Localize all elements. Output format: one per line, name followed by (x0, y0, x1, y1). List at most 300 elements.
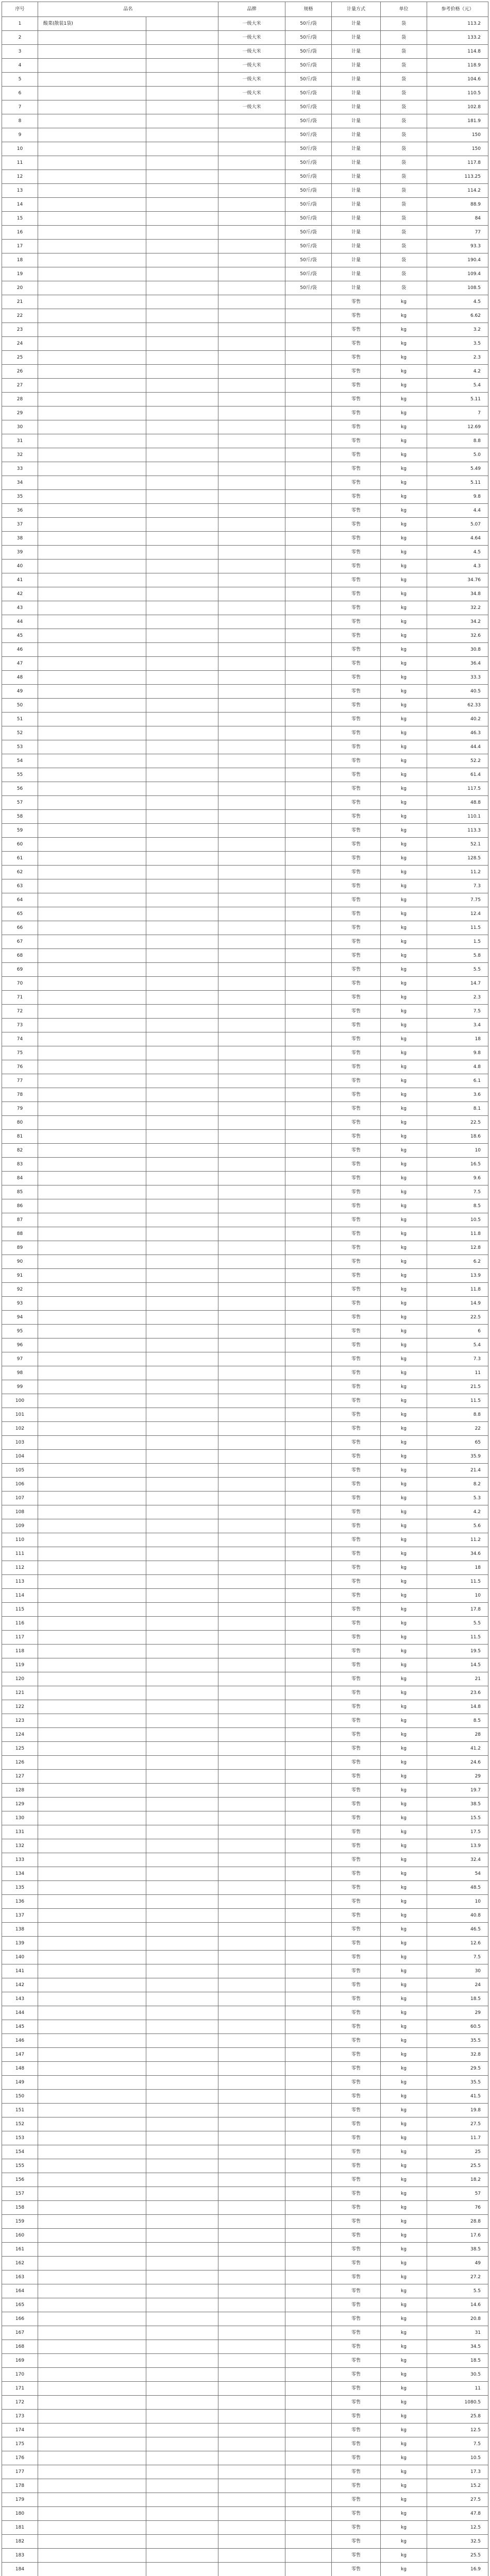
cell-price: 29 (427, 1770, 488, 1784)
cell-name (38, 2382, 146, 2396)
cell-unit: kg (381, 2354, 427, 2368)
cell-unit: kg (381, 1714, 427, 1728)
cell-unit: kg (381, 1881, 427, 1895)
cell-unit: 袋 (381, 226, 427, 240)
table-row (2, 671, 488, 685)
cell-index: 39 (2, 546, 38, 560)
cell-measure: 零售 (332, 657, 381, 671)
cell-name (38, 2284, 146, 2298)
cell-name (38, 2062, 146, 2076)
cell-price: 27.5 (427, 2493, 488, 2507)
cell-brand (218, 448, 285, 462)
cell-spec (285, 1450, 332, 1464)
cell-index: 131 (2, 1825, 38, 1839)
cell-brand (218, 657, 285, 671)
cell-unit: kg (381, 1394, 427, 1408)
cell-name (38, 1714, 146, 1728)
cell-unit: 袋 (381, 114, 427, 128)
cell-name-extra (146, 2243, 218, 2257)
cell-unit: kg (381, 671, 427, 685)
cell-spec (285, 1408, 332, 1422)
cell-measure: 零售 (332, 1951, 381, 1964)
cell-name (38, 337, 146, 351)
cell-name (38, 490, 146, 504)
cell-index: 157 (2, 2187, 38, 2201)
cell-brand (218, 1728, 285, 1742)
cell-brand (218, 768, 285, 782)
table-row (2, 2479, 488, 2493)
cell-name-extra (146, 657, 218, 671)
cell-spec (285, 977, 332, 991)
cell-spec (285, 1811, 332, 1825)
cell-name-extra (146, 1686, 218, 1700)
cell-spec (285, 2117, 332, 2131)
cell-unit: kg (381, 1019, 427, 1032)
table-row (2, 184, 488, 198)
cell-name (38, 406, 146, 420)
cell-name (38, 59, 146, 73)
table-row (2, 462, 488, 476)
cell-unit: kg (381, 893, 427, 907)
cell-brand (218, 824, 285, 838)
cell-spec (285, 309, 332, 323)
cell-measure: 零售 (332, 1672, 381, 1686)
cell-name-extra (146, 852, 218, 866)
cell-unit: 袋 (381, 100, 427, 114)
cell-price: 113.3 (427, 824, 488, 838)
cell-unit: kg (381, 838, 427, 852)
cell-name-extra (146, 1645, 218, 1658)
cell-brand (218, 1255, 285, 1269)
cell-name-extra (146, 365, 218, 379)
table-row (2, 240, 488, 253)
cell-unit: kg (381, 393, 427, 406)
cell-name-extra (146, 1046, 218, 1060)
cell-name (38, 1881, 146, 1895)
cell-index: 96 (2, 1338, 38, 1352)
cell-price: 110.5 (427, 87, 488, 100)
cell-name-extra (146, 754, 218, 768)
cell-name (38, 1172, 146, 1185)
cell-spec (285, 476, 332, 490)
cell-price: 25 (427, 2145, 488, 2159)
cell-name-extra (146, 1158, 218, 1172)
cell-spec (285, 2062, 332, 2076)
cell-brand (218, 782, 285, 796)
cell-index: 150 (2, 2090, 38, 2104)
cell-index: 155 (2, 2159, 38, 2173)
cell-measure: 零售 (332, 462, 381, 476)
cell-unit: kg (381, 2020, 427, 2034)
cell-index: 142 (2, 1978, 38, 1992)
cell-name-extra (146, 1394, 218, 1408)
cell-unit: kg (381, 1116, 427, 1130)
cell-spec (285, 1770, 332, 1784)
cell-index: 71 (2, 991, 38, 1005)
table-row (2, 1394, 488, 1408)
cell-name (38, 1158, 146, 1172)
cell-price: 12.5 (427, 2521, 488, 2535)
cell-index: 81 (2, 1130, 38, 1144)
table-row (2, 1227, 488, 1241)
cell-price: 8.2 (427, 1478, 488, 1492)
table-row (2, 1784, 488, 1798)
cell-unit: kg (381, 1269, 427, 1283)
cell-name-extra (146, 1770, 218, 1784)
cell-spec (285, 1978, 332, 1992)
cell-unit: kg (381, 1130, 427, 1144)
cell-measure: 计量 (332, 226, 381, 240)
cell-index: 4 (2, 59, 38, 73)
cell-unit: kg (381, 1589, 427, 1603)
cell-name-extra (146, 1533, 218, 1547)
cell-price: 3.4 (427, 1019, 488, 1032)
cell-index: 87 (2, 1213, 38, 1227)
cell-name-extra (146, 1019, 218, 1032)
cell-name (38, 434, 146, 448)
cell-name-extra (146, 281, 218, 295)
cell-spec (285, 2312, 332, 2326)
table-row (2, 1019, 488, 1032)
cell-name-extra (146, 1617, 218, 1631)
cell-price: 40.8 (427, 1909, 488, 1923)
table-body (2, 17, 488, 2576)
cell-index: 144 (2, 2006, 38, 2020)
cell-name (38, 1742, 146, 1756)
cell-measure: 零售 (332, 587, 381, 601)
cell-measure: 零售 (332, 1784, 381, 1798)
cell-price: 8.8 (427, 1408, 488, 1422)
cell-name (38, 601, 146, 615)
cell-measure: 零售 (332, 1074, 381, 1088)
cell-price: 6 (427, 1325, 488, 1338)
cell-measure: 零售 (332, 504, 381, 518)
cell-price: 109.4 (427, 267, 488, 281)
cell-measure: 零售 (332, 1172, 381, 1185)
cell-price: 57 (427, 2187, 488, 2201)
cell-brand (218, 991, 285, 1005)
cell-index: 165 (2, 2298, 38, 2312)
table-row (2, 1338, 488, 1352)
cell-index: 69 (2, 963, 38, 977)
cell-name-extra (146, 1978, 218, 1992)
cell-name-extra (146, 2062, 218, 2076)
cell-name (38, 1422, 146, 1436)
cell-index: 184 (2, 2563, 38, 2576)
cell-name-extra (146, 866, 218, 879)
table-row (2, 253, 488, 267)
cell-measure: 零售 (332, 1478, 381, 1492)
cell-unit: kg (381, 685, 427, 699)
table-row (2, 2062, 488, 2076)
cell-measure: 零售 (332, 991, 381, 1005)
cell-unit: kg (381, 852, 427, 866)
table-row (2, 1519, 488, 1533)
cell-brand (218, 295, 285, 309)
cell-price: 27.5 (427, 2117, 488, 2131)
cell-spec: 50斤/袋 (285, 73, 332, 87)
cell-price: 11.5 (427, 921, 488, 935)
cell-measure: 零售 (332, 1881, 381, 1895)
cell-index: 45 (2, 629, 38, 643)
cell-measure: 零售 (332, 1297, 381, 1311)
cell-name-extra (146, 699, 218, 713)
cell-spec (285, 1603, 332, 1617)
table-row (2, 365, 488, 379)
cell-measure: 零售 (332, 1422, 381, 1436)
cell-name (38, 184, 146, 198)
table-row (2, 31, 488, 45)
cell-name (38, 852, 146, 866)
cell-measure: 零售 (332, 532, 381, 546)
cell-name (38, 1144, 146, 1158)
table-row (2, 949, 488, 963)
cell-measure: 零售 (332, 1645, 381, 1658)
cell-unit: kg (381, 657, 427, 671)
cell-unit: kg (381, 2131, 427, 2145)
cell-name-extra (146, 240, 218, 253)
cell-unit: kg (381, 434, 427, 448)
cell-index: 51 (2, 713, 38, 726)
cell-name-extra (146, 879, 218, 893)
cell-measure: 零售 (332, 713, 381, 726)
cell-measure: 零售 (332, 351, 381, 365)
cell-unit: kg (381, 1603, 427, 1617)
table-row (2, 1450, 488, 1464)
cell-measure: 计量 (332, 73, 381, 87)
cell-measure: 零售 (332, 2173, 381, 2187)
cell-measure: 零售 (332, 2062, 381, 2076)
cell-brand (218, 2354, 285, 2368)
cell-price: 32.2 (427, 601, 488, 615)
cell-measure: 零售 (332, 1811, 381, 1825)
cell-index: 100 (2, 1394, 38, 1408)
cell-name-extra (146, 1172, 218, 1185)
cell-name-extra (146, 2229, 218, 2243)
cell-brand (218, 1784, 285, 1798)
cell-name (38, 643, 146, 657)
table-row (2, 1645, 488, 1658)
cell-name (38, 782, 146, 796)
cell-name-extra (146, 267, 218, 281)
cell-spec (285, 1422, 332, 1436)
cell-name (38, 379, 146, 393)
cell-name-extra (146, 1603, 218, 1617)
cell-name (38, 2424, 146, 2437)
cell-name (38, 2076, 146, 2090)
cell-index: 102 (2, 1422, 38, 1436)
cell-index: 161 (2, 2243, 38, 2257)
table-row (2, 1158, 488, 1172)
cell-name (38, 100, 146, 114)
cell-brand (218, 2437, 285, 2451)
cell-unit: kg (381, 907, 427, 921)
cell-index: 73 (2, 1019, 38, 1032)
cell-index: 116 (2, 1617, 38, 1631)
table-row (2, 2451, 488, 2465)
table-row (2, 2521, 488, 2535)
cell-name (38, 560, 146, 573)
cell-measure: 零售 (332, 1589, 381, 1603)
table-row (2, 1881, 488, 1895)
cell-price: 9.8 (427, 490, 488, 504)
cell-brand: 一级大米 (218, 17, 285, 31)
cell-name-extra (146, 226, 218, 240)
cell-name-extra (146, 59, 218, 73)
cell-spec (285, 1088, 332, 1102)
cell-price: 31 (427, 2326, 488, 2340)
cell-price: 8.5 (427, 1714, 488, 1728)
cell-price: 113.25 (427, 170, 488, 184)
cell-name-extra (146, 1923, 218, 1937)
cell-name (38, 2090, 146, 2104)
cell-unit: 袋 (381, 170, 427, 184)
cell-brand (218, 1492, 285, 1505)
cell-unit: kg (381, 1325, 427, 1338)
cell-measure: 零售 (332, 1505, 381, 1519)
cell-price: 18.5 (427, 1992, 488, 2006)
cell-spec (285, 587, 332, 601)
table-row (2, 560, 488, 573)
cell-measure: 计量 (332, 212, 381, 226)
cell-brand (218, 2465, 285, 2479)
cell-measure: 零售 (332, 2257, 381, 2270)
cell-brand (218, 1617, 285, 1631)
cell-spec: 50斤/袋 (285, 45, 332, 59)
cell-index: 97 (2, 1352, 38, 1366)
table-row (2, 1756, 488, 1770)
cell-brand (218, 2549, 285, 2563)
cell-price: 4.5 (427, 295, 488, 309)
cell-price: 14.9 (427, 1297, 488, 1311)
cell-unit: kg (381, 476, 427, 490)
cell-unit: kg (381, 1199, 427, 1213)
table-row (2, 2284, 488, 2298)
cell-name-extra (146, 671, 218, 685)
cell-name-extra (146, 184, 218, 198)
cell-name-extra (146, 546, 218, 560)
cell-name-extra (146, 476, 218, 490)
cell-index: 24 (2, 337, 38, 351)
cell-price: 76 (427, 2201, 488, 2215)
cell-name-extra (146, 1909, 218, 1923)
cell-spec (285, 2368, 332, 2382)
cell-spec (285, 2507, 332, 2521)
cell-name-extra (146, 1561, 218, 1575)
cell-price: 38.5 (427, 2243, 488, 2257)
cell-spec (285, 532, 332, 546)
cell-name (38, 726, 146, 740)
cell-index: 122 (2, 1700, 38, 1714)
cell-index: 34 (2, 476, 38, 490)
cell-index: 95 (2, 1325, 38, 1338)
table-row (2, 406, 488, 420)
cell-price: 13.9 (427, 1269, 488, 1283)
cell-spec (285, 420, 332, 434)
cell-measure: 零售 (332, 629, 381, 643)
cell-name (38, 532, 146, 546)
cell-price: 16.5 (427, 1158, 488, 1172)
cell-brand (218, 1561, 285, 1575)
cell-brand (218, 1533, 285, 1547)
cell-index: 32 (2, 448, 38, 462)
table-row (2, 2549, 488, 2563)
cell-name-extra (146, 1436, 218, 1450)
cell-brand (218, 337, 285, 351)
cell-brand (218, 323, 285, 337)
cell-name (38, 921, 146, 935)
cell-unit: kg (381, 420, 427, 434)
cell-spec: 50斤/袋 (285, 240, 332, 253)
cell-name-extra (146, 1631, 218, 1645)
cell-brand (218, 1853, 285, 1867)
cell-spec (285, 713, 332, 726)
cell-brand (218, 573, 285, 587)
cell-measure: 零售 (332, 573, 381, 587)
cell-price: 5.4 (427, 379, 488, 393)
cell-price: 21.5 (427, 1380, 488, 1394)
cell-name (38, 1269, 146, 1283)
cell-brand (218, 1213, 285, 1227)
cell-name-extra (146, 1380, 218, 1394)
cell-measure: 零售 (332, 1658, 381, 1672)
cell-name (38, 1338, 146, 1352)
cell-spec (285, 365, 332, 379)
cell-name-extra (146, 114, 218, 128)
table-row (2, 1380, 488, 1394)
table-row (2, 393, 488, 406)
cell-name (38, 1672, 146, 1686)
cell-index: 183 (2, 2549, 38, 2563)
cell-brand (218, 546, 285, 560)
table-row (2, 1742, 488, 1756)
cell-name-extra (146, 2076, 218, 2090)
cell-index: 50 (2, 699, 38, 713)
cell-price: 10 (427, 1144, 488, 1158)
cell-index: 11 (2, 156, 38, 170)
cell-unit: kg (381, 1825, 427, 1839)
cell-price: 61.4 (427, 768, 488, 782)
cell-name (38, 2215, 146, 2229)
table-row (2, 2396, 488, 2410)
cell-measure: 零售 (332, 2006, 381, 2020)
cell-measure: 零售 (332, 2396, 381, 2410)
cell-brand (218, 866, 285, 879)
table-row (2, 1686, 488, 1700)
cell-price: 19.5 (427, 1645, 488, 1658)
cell-spec: 50斤/袋 (285, 267, 332, 281)
cell-name (38, 1617, 146, 1631)
cell-name (38, 1700, 146, 1714)
cell-index: 123 (2, 1714, 38, 1728)
cell-brand (218, 128, 285, 142)
cell-name (38, 1811, 146, 1825)
cell-measure: 计量 (332, 31, 381, 45)
cell-index: 17 (2, 240, 38, 253)
cell-name (38, 2131, 146, 2145)
table-row (2, 73, 488, 87)
cell-price: 27.2 (427, 2270, 488, 2284)
cell-price: 114.8 (427, 45, 488, 59)
cell-unit: kg (381, 504, 427, 518)
cell-name-extra (146, 1881, 218, 1895)
cell-index: 109 (2, 1519, 38, 1533)
cell-measure: 零售 (332, 796, 381, 810)
cell-index: 12 (2, 170, 38, 184)
cell-unit: 袋 (381, 87, 427, 100)
cell-name (38, 2117, 146, 2131)
cell-spec (285, 2257, 332, 2270)
